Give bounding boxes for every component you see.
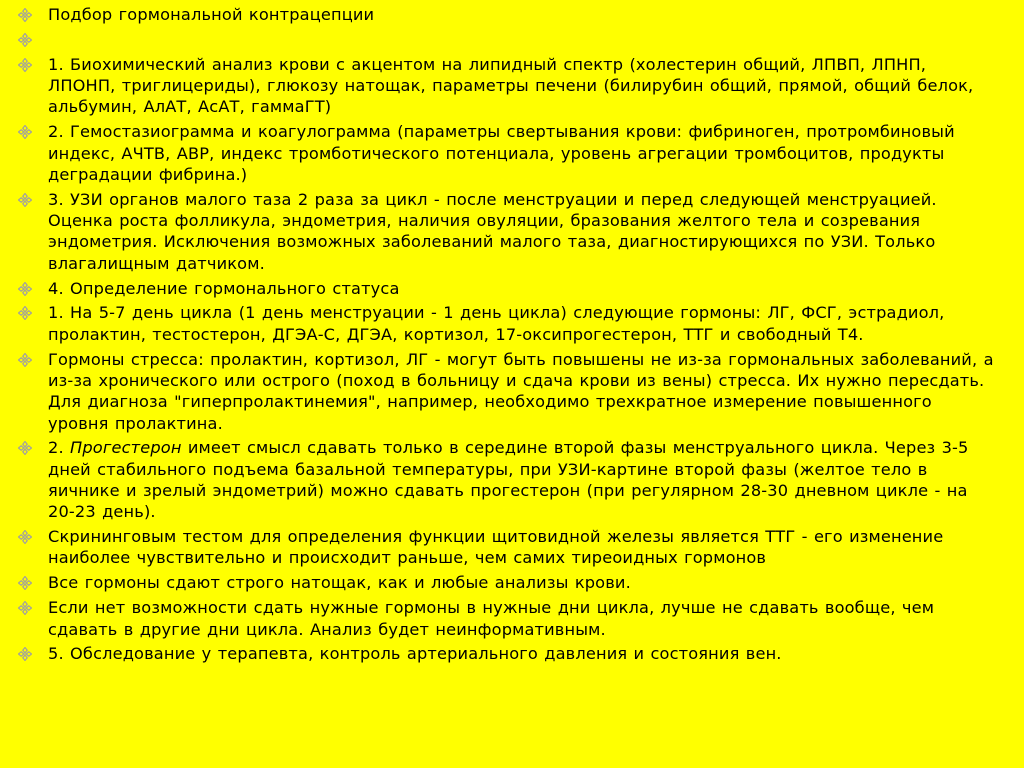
diamond-bullet-icon [18,647,32,661]
item-text: 1. На 5-7 день цикла (1 день менструации - 1 день цикла) следующие гормоны: ЛГ, ФСГ, эстрадиол, пролактин, тестостерон, ДГЭА-С, ДГЭА, кортизол, 17-оксипрогестерон, ТТГ и свободный Т4. [48,303,945,344]
list-item [18,302,998,345]
item-rest: имеет смысл сдавать только в середине второй фазы менструального цикла. Через 3-5 дней стабильного подъема базальной температуры, при УЗИ-картине второй фазы (желтое тело в яичнике и зрелый эндометрий) можно сдавать прогестерон (при регулярном 28-30 дневном цикле - на 20-23 день). [48,438,969,522]
item-text: 4. Определение гормонального статуса [48,278,400,298]
item-text: 3. УЗИ органов малого таза 2 раза за цикл - после менструации и перед следующей менструацией. Оценка роста фолликула, эндометрия, наличия овуляции, бразования желтого тела и созревания эндометрия. Исключения возможных заболеваний малого таза, диагностирующихся по УЗИ. Только влагалищным датчиком. [48,189,937,273]
diamond-bullet-icon [18,530,32,544]
list-item [18,572,998,593]
item-text: Скрининговым тестом для определения функции щитовидной железы является ТТГ - его изменение наиболее чувствительно и происходит раньше, чем самих тиреоидных гормонов [48,527,944,568]
progesterone-emphasis: Прогестерон [70,438,182,458]
diamond-bullet-icon [18,353,32,367]
diamond-bullet-icon [18,306,32,320]
item-text: 1. Биохимический анализ крови с акцентом на липидный спектр (холестерин общий, ЛПВП, ЛПНП, ЛПОНП, триглицериды), глюкозу натощак, параметры печени (билирубин общий, прямой, общий белок, альбумин, АлАТ, АсАТ, гаммаГТ) [48,54,974,117]
bullet-list [18,4,998,665]
list-item [18,437,998,522]
diamond-bullet-icon [18,8,32,22]
item-text: Подбор гормональной контрацепции [48,5,375,24]
list-item [18,4,998,25]
item-text: Все гормоны сдают строго натощак, как и любые анализы крови. [48,573,631,593]
item-text: Гормоны стресса: пролактин, кортизол, ЛГ - могут быть повышены не из-за гормональных заболеваний, а из-за хронического или острого (поход в больницу и сдача крови из вены) стресса. Их нужно пересдать. Для диагноза "гиперпролактинемия", например, необходимо трехкратное измерение повышенного уровня пролактина. [48,349,994,433]
item-text: 2. Гемостазиограмма и коагулограмма (параметры свертывания крови: фибриноген, протромбиновый индекс, АЧТВ, АВР, индекс тромботического потенциала, уровень агрегации тромбоцитов, продукты деградации фибрина.) [48,122,955,184]
item-text: Если нет возможности сдать нужные гормоны в нужные дни цикла, лучше не сдавать вообще, чем сдавать в другие дни цикла. Анализ будет неинформативным. [48,598,935,639]
diamond-bullet-icon [18,441,32,455]
diamond-bullet-icon [18,193,32,207]
item-text [48,438,969,521]
list-item [18,349,998,434]
list-item [18,189,998,274]
item-prefix: 2. [48,438,71,458]
diamond-bullet-icon [18,601,32,615]
diamond-bullet-icon [18,58,32,72]
list-item [18,643,998,664]
list-item [18,121,998,185]
list-item [18,29,998,50]
list-item [18,278,998,299]
diamond-bullet-icon [18,576,32,590]
item-text: 5. Обследование у терапевта, контроль артериального давления и состояния вен. [48,644,782,664]
diamond-bullet-icon [18,125,32,139]
list-item [18,54,998,118]
diamond-bullet-icon [18,33,32,47]
list-item [18,526,998,569]
diamond-bullet-icon [18,282,32,296]
list-item [18,597,998,640]
